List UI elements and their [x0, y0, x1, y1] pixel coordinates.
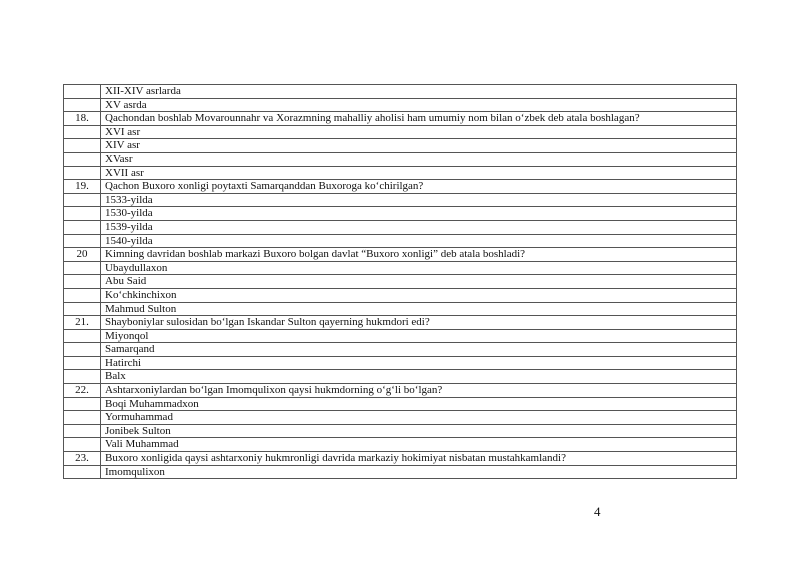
question-row	[64, 180, 737, 194]
answer-row	[64, 356, 737, 370]
question-row	[64, 248, 737, 262]
quiz-table	[63, 84, 737, 479]
answer-row	[64, 329, 737, 343]
question-number-cell	[64, 261, 101, 275]
answer-row	[64, 166, 737, 180]
question-number-cell	[64, 275, 101, 289]
question-text-cell: Ashtarxoniylardan bo‘lgan Imomqulixon qaysi hukmdorning o‘g‘li bo‘lgan?	[101, 384, 737, 398]
question-number-cell	[64, 397, 101, 411]
answer-option-cell: Hatirchi	[101, 356, 737, 370]
answer-row	[64, 370, 737, 384]
question-text-cell: Shayboniylar sulosidan bo‘lgan Iskandar Sulton qayerning hukmdori edi?	[101, 316, 737, 330]
question-number-cell: 23.	[64, 452, 101, 466]
question-number-cell	[64, 193, 101, 207]
answer-option-cell: XVI asr	[101, 125, 737, 139]
question-number-cell	[64, 329, 101, 343]
answer-row	[64, 125, 737, 139]
answer-option-cell: 1540-yilda	[101, 234, 737, 248]
answer-row	[64, 220, 737, 234]
answer-option-cell: XV asrda	[101, 98, 737, 112]
question-number-cell	[64, 139, 101, 153]
page-number: 4	[594, 504, 601, 519]
question-number-cell	[64, 234, 101, 248]
question-number-cell	[64, 85, 101, 99]
question-number-cell	[64, 166, 101, 180]
question-number-cell	[64, 343, 101, 357]
answer-row	[64, 343, 737, 357]
question-number-cell	[64, 125, 101, 139]
question-number-cell: 19.	[64, 180, 101, 194]
answer-row	[64, 139, 737, 153]
question-number-cell	[64, 152, 101, 166]
answer-option-cell: 1530-yilda	[101, 207, 737, 221]
answer-option-cell: XVII asr	[101, 166, 737, 180]
question-number-cell	[64, 98, 101, 112]
answer-option-cell: Yormuhammad	[101, 411, 737, 425]
answer-option-cell: Mahmud Sulton	[101, 302, 737, 316]
answer-option-cell: Balx	[101, 370, 737, 384]
answer-row	[64, 275, 737, 289]
answer-row	[64, 397, 737, 411]
answer-row	[64, 261, 737, 275]
answer-row	[64, 411, 737, 425]
question-number-cell	[64, 302, 101, 316]
answer-option-cell: Ko‘chkinchixon	[101, 288, 737, 302]
question-text-cell: Kimning davridan boshlab markazi Buxoro bolgan davlat “Buxoro xonligi” deb atala boshladi?	[101, 248, 737, 262]
question-number-cell	[64, 220, 101, 234]
answer-option-cell: Ubaydullaxon	[101, 261, 737, 275]
answer-option-cell: 1533-yilda	[101, 193, 737, 207]
answer-option-cell: Imomqulixon	[101, 465, 737, 479]
answer-row	[64, 302, 737, 316]
answer-row	[64, 207, 737, 221]
answer-option-cell: XII-XIV asrlarda	[101, 85, 737, 99]
answer-option-cell: XVasr	[101, 152, 737, 166]
question-row	[64, 384, 737, 398]
answer-row	[64, 465, 737, 479]
answer-row	[64, 85, 737, 99]
question-number-cell	[64, 465, 101, 479]
question-number-cell: 20	[64, 248, 101, 262]
answer-row	[64, 424, 737, 438]
answer-row	[64, 438, 737, 452]
quiz-table-body	[64, 85, 737, 479]
answer-option-cell: 1539-yilda	[101, 220, 737, 234]
question-text-cell: Qachon Buxoro xonligi poytaxti Samarqanddan Buxoroga ko‘chirilgan?	[101, 180, 737, 194]
question-number-cell: 21.	[64, 316, 101, 330]
answer-option-cell: XIV asr	[101, 139, 737, 153]
answer-option-cell: Abu Said	[101, 275, 737, 289]
answer-option-cell: Boqi Muhammadxon	[101, 397, 737, 411]
question-number-cell: 22.	[64, 384, 101, 398]
question-text-cell: Buxoro xonligida qaysi ashtarxoniy hukmronligi davrida markaziy hokimiyat nisbatan mustahkamlandi?	[101, 452, 737, 466]
answer-option-cell: Miyonqol	[101, 329, 737, 343]
question-number-cell	[64, 207, 101, 221]
answer-row	[64, 234, 737, 248]
answer-option-cell: Vali Muhammad	[101, 438, 737, 452]
question-number-cell: 18.	[64, 112, 101, 126]
question-number-cell	[64, 411, 101, 425]
question-row	[64, 316, 737, 330]
question-number-cell	[64, 356, 101, 370]
answer-row	[64, 152, 737, 166]
answer-row	[64, 193, 737, 207]
question-number-cell	[64, 370, 101, 384]
answer-row	[64, 98, 737, 112]
question-number-cell	[64, 438, 101, 452]
question-text-cell: Qachondan boshlab Movarounnahr va Xorazmning mahalliy aholisi ham umumiy nom bilan o‘zbek deb atala boshlagan?	[101, 112, 737, 126]
answer-option-cell: Samarqand	[101, 343, 737, 357]
question-row	[64, 452, 737, 466]
answer-option-cell: Jonibek Sulton	[101, 424, 737, 438]
answer-row	[64, 288, 737, 302]
question-number-cell	[64, 424, 101, 438]
question-row	[64, 112, 737, 126]
question-number-cell	[64, 288, 101, 302]
